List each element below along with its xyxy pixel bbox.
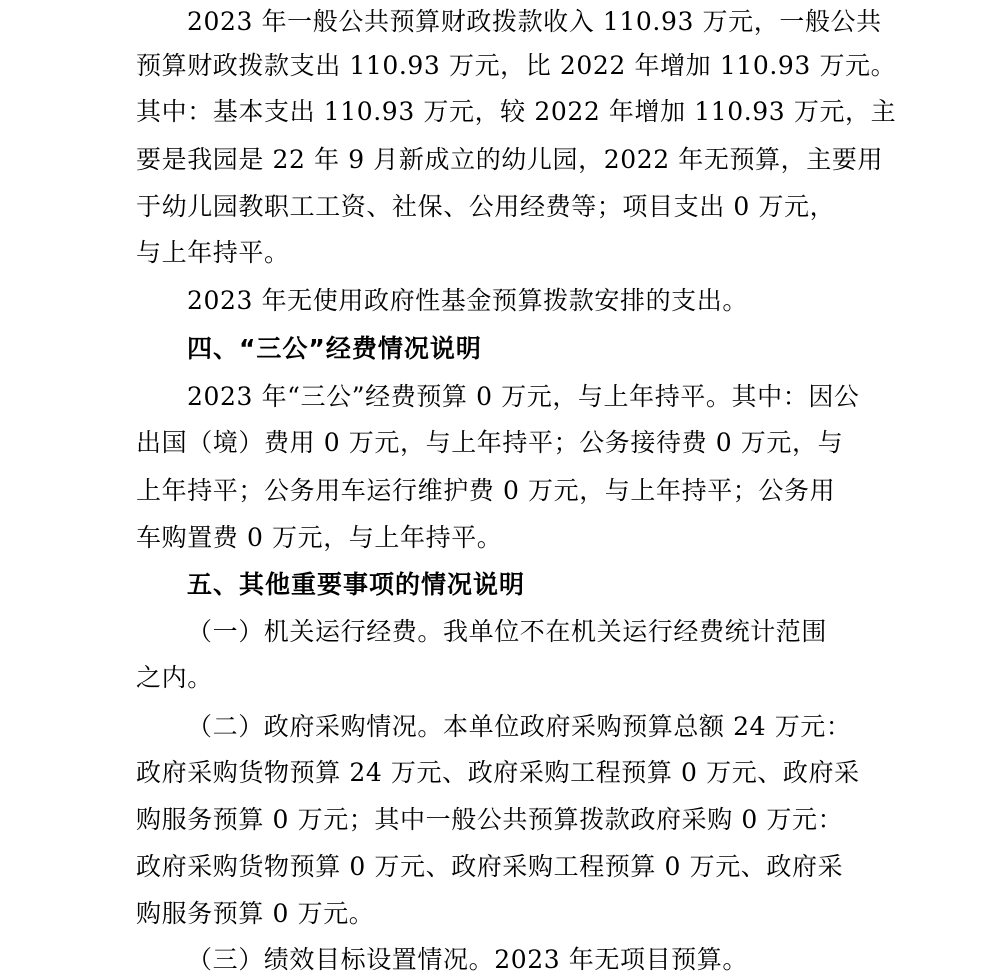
text-line: 政府采购货物预算 24 万元、政府采购工程预算 0 万元、政府采 — [136, 758, 860, 787]
text-line: 上年持平；公务用车运行维护费 0 万元，与上年持平；公务用 — [136, 476, 836, 505]
text-line: 购服务预算 0 万元。 — [136, 899, 375, 928]
text-line: 购服务预算 0 万元；其中一般公共预算拨款政府采购 0 万元： — [136, 805, 844, 834]
text-line: 2023 年无使用政府性基金预算拨款安排的支出。 — [187, 286, 748, 315]
text-line: 出国（境）费用 0 万元，与上年持平；公务接待费 0 万元，与 — [136, 428, 844, 457]
text-line: （二）政府采购情况。本单位政府采购预算总额 24 万元： — [187, 712, 852, 741]
text-line: 之内。 — [136, 663, 213, 692]
text-line: 2023 年一般公共预算财政拨款收入 110.93 万元，一般公共 — [187, 7, 882, 36]
text-line: （三）绩效目标设置情况。2023 年无项目预算。 — [187, 945, 748, 974]
text-line: 要是我园是 22 年 9 月新成立的幼儿园，2022 年无预算，主要用 — [136, 145, 884, 174]
text-line: 于幼儿园教职工工资、社保、公用经费等；项目支出 0 万元， — [136, 192, 836, 221]
text-line: 与上年持平。 — [136, 238, 290, 267]
section-heading: 四、“三公”经费情况说明 — [187, 334, 482, 363]
text-line: 2023 年“三公”经费预算 0 万元，与上年持平。其中：因公 — [187, 382, 860, 411]
text-line: 预算财政拨款支出 110.93 万元，比 2022 年增加 110.93 万元。 — [136, 51, 897, 80]
text-line: 政府采购货物预算 0 万元、政府采购工程预算 0 万元、政府采 — [136, 852, 844, 881]
text-line: （一）机关运行经费。我单位不在机关运行经费统计范围 — [187, 617, 828, 646]
section-heading: 五、其他重要事项的情况说明 — [187, 570, 526, 599]
text-line: 其中：基本支出 110.93 万元，较 2022 年增加 110.93 万元，主 — [136, 97, 897, 126]
text-line: 车购置费 0 万元，与上年持平。 — [136, 523, 503, 552]
